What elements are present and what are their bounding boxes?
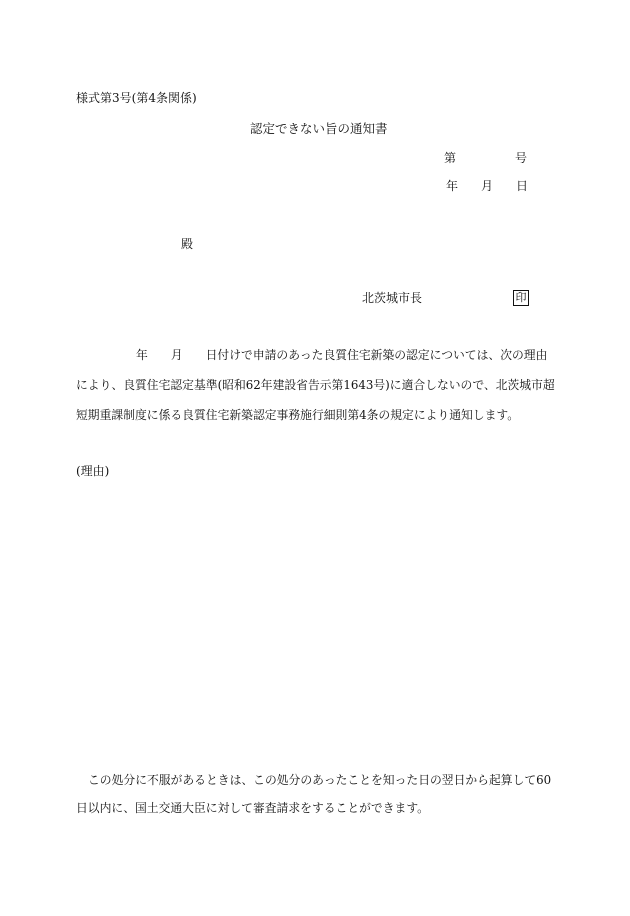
document-title: 認定できない旨の通知書 <box>250 121 388 136</box>
issuer-name: 北茨城市長 <box>362 291 423 305</box>
body-year-label: 年 <box>136 348 148 362</box>
date-day-label: 日 <box>516 179 529 193</box>
appeal-notice-line-2: 日以内に、国土交通大臣に対して審査請求をすることができます。 <box>76 801 429 815</box>
body-line-2: により、良質住宅認定基準(昭和62年建設省告示第1643号)に適合しないので、北茨城市超 <box>76 378 555 392</box>
appeal-notice-line-1 <box>76 775 551 787</box>
addressee-suffix: 殿 <box>181 237 194 251</box>
body-line-1-text: 日付けで申請のあった良質住宅新築の認定については、次の理由 <box>205 348 548 362</box>
body-month-label: 月 <box>170 348 183 362</box>
date-month-label: 月 <box>481 179 494 193</box>
body-line-3: 短期重課制度に係る良質住宅新築認定事務施行細則第4条の規定により通知します。 <box>76 408 520 422</box>
reason-label: (理由) <box>76 464 110 478</box>
body-line-1 <box>76 350 547 362</box>
document-number-suffix: 号 <box>515 151 528 165</box>
form-number: 様式第3号(第4条関係) <box>76 91 197 105</box>
seal-mark: 印 <box>513 290 529 306</box>
date-year-label: 年 <box>446 179 459 193</box>
appeal-notice-line-1-text: この処分に不服があるときは、この処分のあったことを知った日の翌日から起算して60 <box>88 773 552 787</box>
document-number-prefix: 第 <box>444 151 457 165</box>
